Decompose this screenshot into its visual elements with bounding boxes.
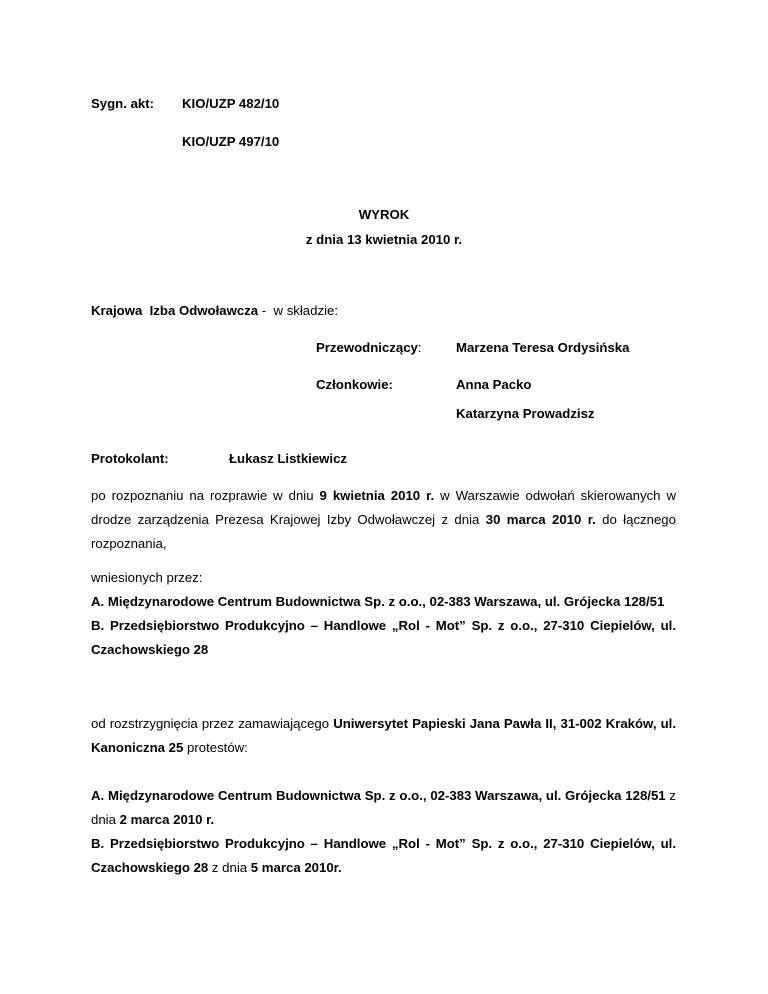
protest-a: A. Międzynarodowe Centrum Budownictwa Sp. z o.o., 02-383 Warszawa, ul. Grójecka 128/51 z dnia 2 marca 2010 r. — [91, 788, 676, 827]
chamber-name: Krajowa Izba Odwoławcza — [91, 303, 259, 318]
members-label: Członkowie: — [316, 377, 393, 392]
case-signature-label: Sygn. akt: — [91, 96, 155, 111]
protest-b-date: 5 marca 2010r. — [250, 860, 342, 875]
decision-paragraph: od rozstrzygnięcia przez zamawiającego Uniwersytet Papieski Jana Pawła II, 31-002 Kraków, ul. Kanoniczna 25 protestów: — [91, 716, 676, 755]
contracting-authority: Uniwersytet Papieski Jana Pawła II, 31-002 Kraków, ul. Kanoniczna 25 — [91, 716, 676, 755]
chamber-line — [91, 303, 338, 318]
member-1: Anna Packo — [456, 377, 532, 392]
chair-name: Marzena Teresa Ordysińska — [456, 340, 630, 355]
appellant-a: A. Międzynarodowe Centrum Budownictwa Sp. z o.o., 02-383 Warszawa, ul. Grójecka 128/51 — [91, 594, 665, 609]
judgment-heading: WYROK — [358, 207, 410, 222]
case-number-2: KIO/UZP 497/10 — [182, 134, 280, 149]
clerk-label: Protokolant: — [91, 451, 169, 466]
case-number-1: KIO/UZP 482/10 — [182, 96, 280, 111]
panel-label: w składzie: — [273, 303, 338, 318]
protest-a-date: 2 marca 2010 r. — [119, 812, 215, 827]
member-2: Katarzyna Prowadzisz — [456, 406, 595, 421]
appellants-section — [91, 566, 676, 662]
order-date: 30 marca 2010 r. — [485, 512, 596, 527]
judgment-date: z dnia 13 kwietnia 2010 r. — [305, 232, 463, 247]
appellants-intro: wniesionych przez: — [91, 570, 203, 585]
protests-section — [91, 784, 676, 880]
protest-b: B. Przedsiębiorstwo Produkcyjno – Handlowe „Rol - Mot” Sp. z o.o., 27-310 Ciepielów, ul. Czachowskiego 28 z dnia 5 marca 2010r. — [91, 836, 676, 875]
clerk-name: Łukasz Listkiewicz — [229, 451, 347, 466]
hearing-paragraph: po rozpoznaniu na rozprawie w dniu 9 kwietnia 2010 r. w Warszawie odwołań skierowanych w drodze zarządzenia Prezesa Krajowej Izby Odwoławczej z dnia 30 marca 2010 r. do łącznego rozpoznania, — [91, 488, 676, 551]
hearing-date: 9 kwietnia 2010 r. — [319, 488, 435, 503]
chair-label: Przewodniczący: — [316, 340, 422, 355]
appellant-b: B. Przedsiębiorstwo Produkcyjno – Handlowe „Rol - Mot” Sp. z o.o., 27-310 Ciepielów, ul. Czachowskiego 28 — [91, 618, 676, 657]
chamber-dash: - — [258, 303, 270, 318]
